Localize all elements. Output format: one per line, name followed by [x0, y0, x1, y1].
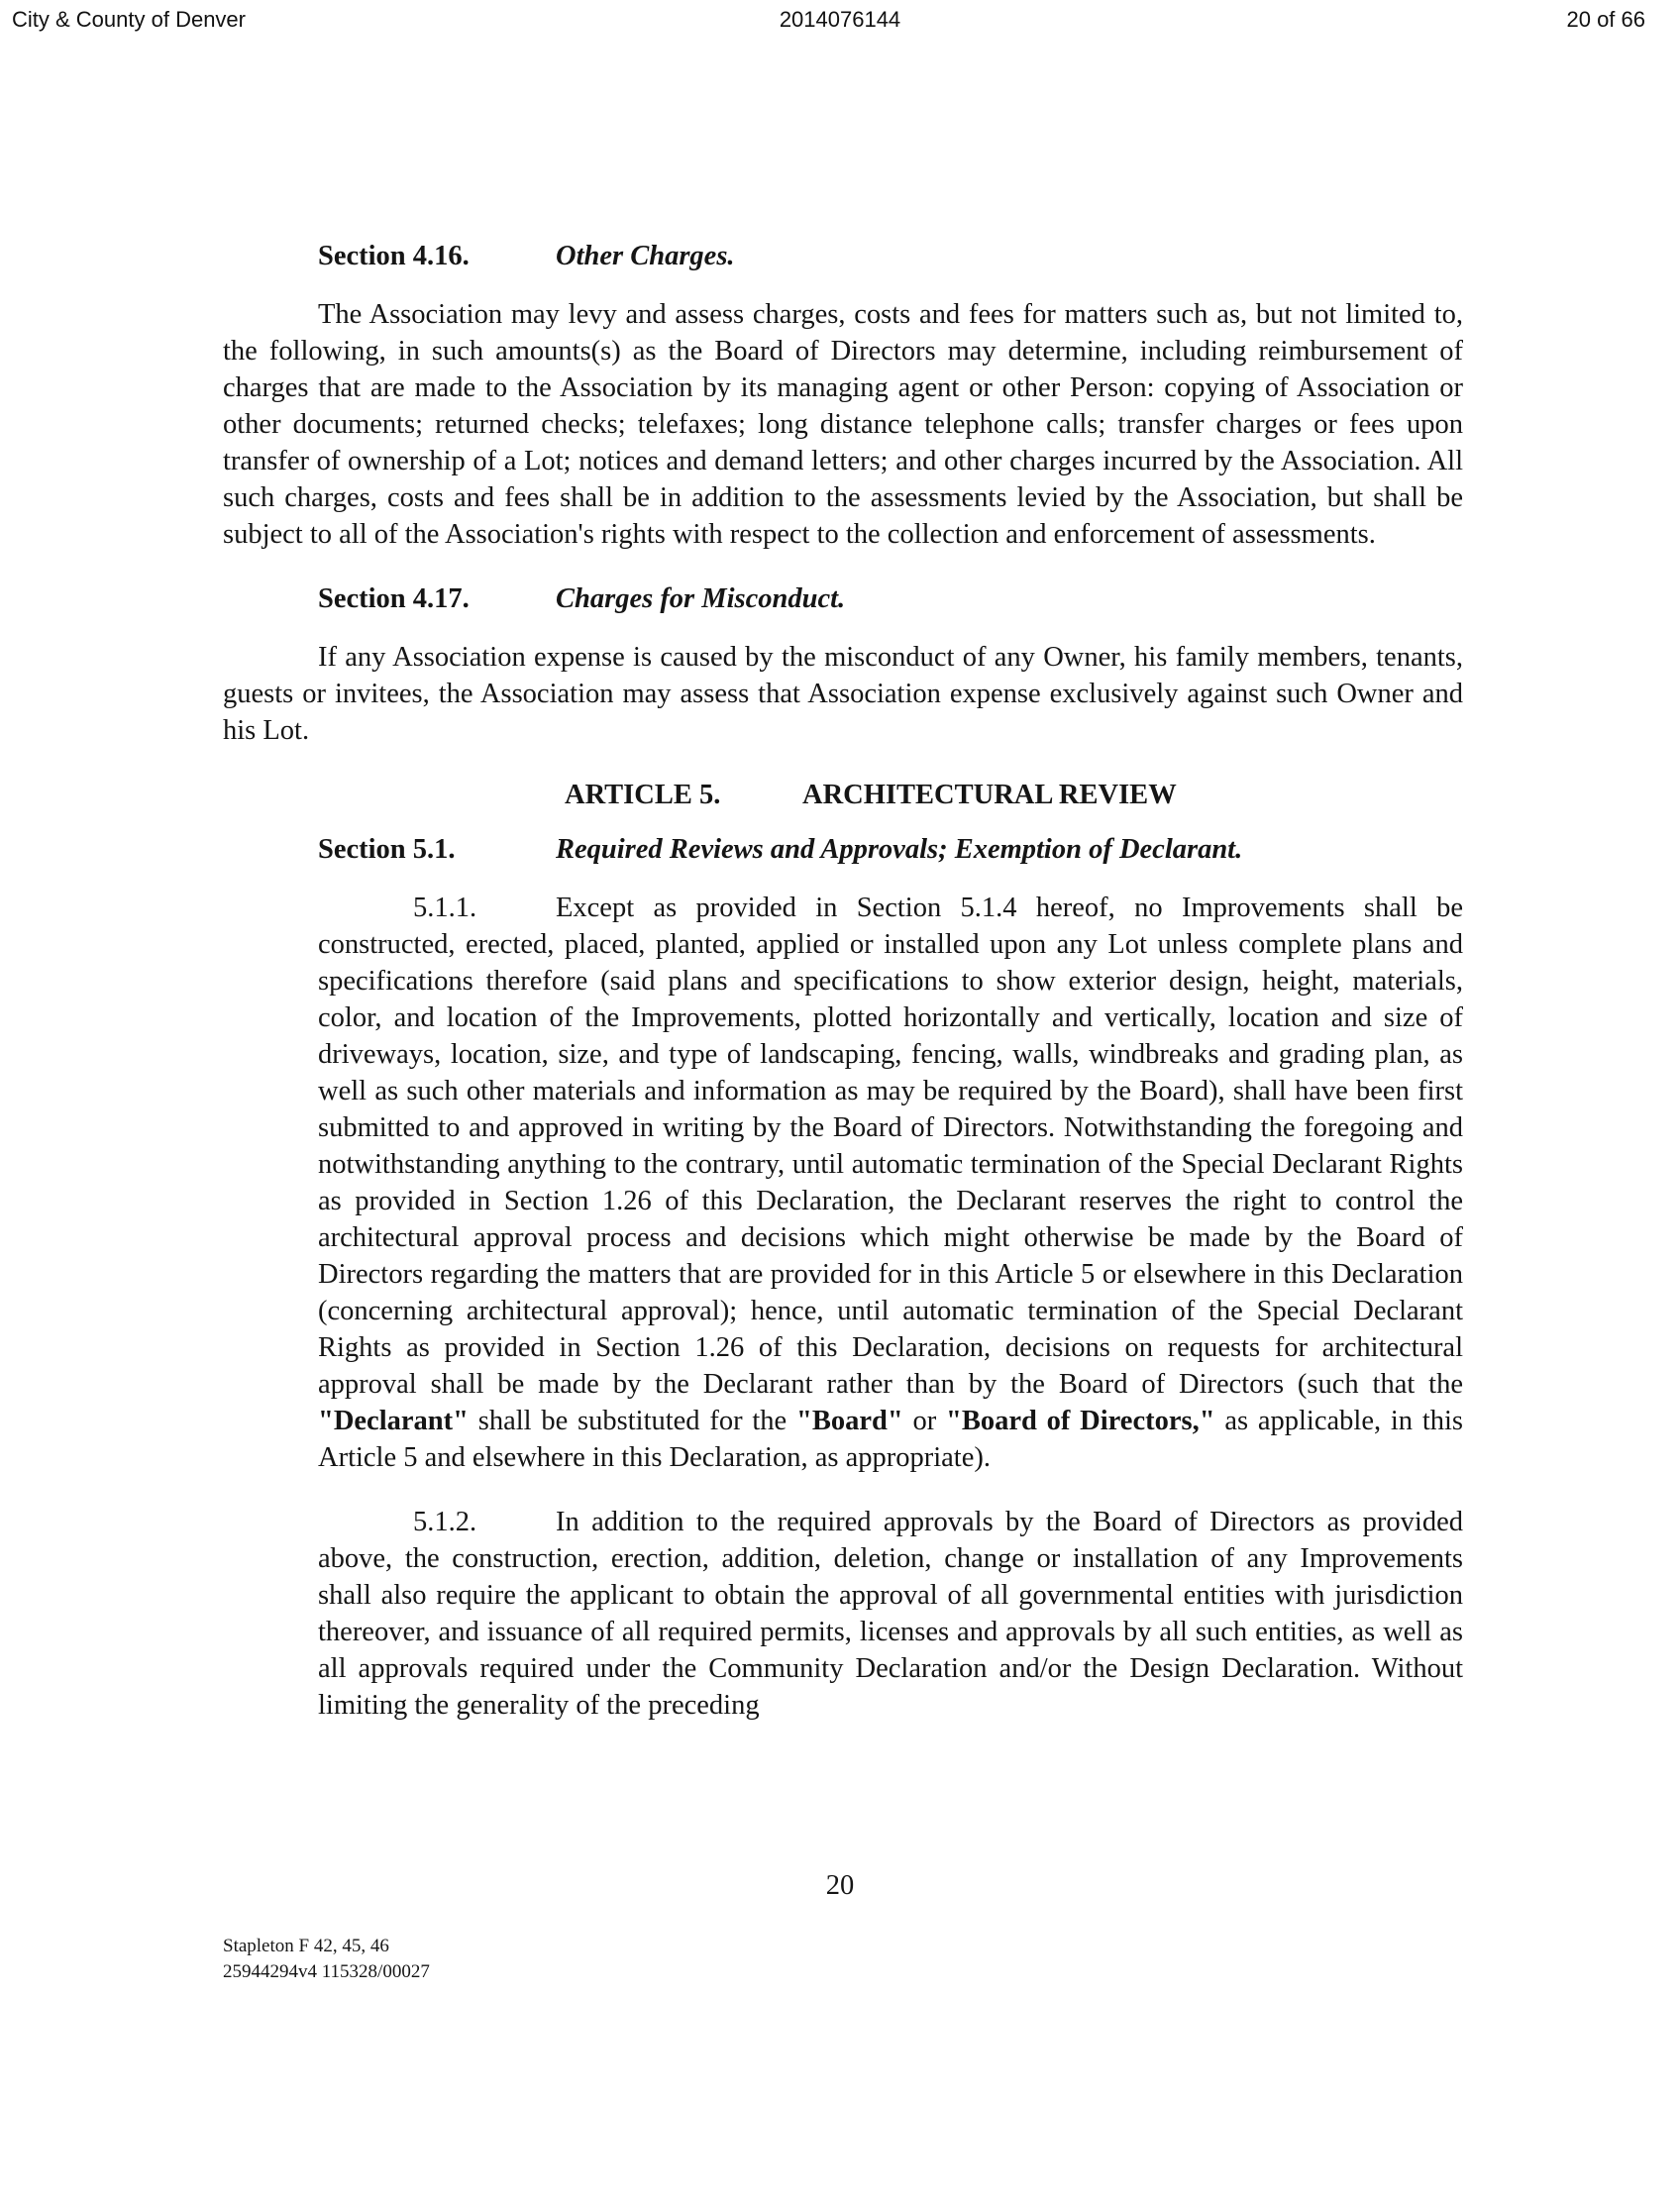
section-4-16-heading — [318, 238, 1463, 274]
subsection-number: 5.1.2. — [413, 1507, 477, 1537]
subsection-5-1-2 — [318, 1504, 1463, 1724]
section-number: Section 5.1. — [318, 834, 456, 865]
section-number: Section 4.16. — [318, 241, 470, 271]
section-4-16-body: The Association may levy and assess charges, costs and fees for matters such as, but not limited to, the following, in such amounts(s) as the Board of Directors may determine, including reimbursement of charges that are made to the Association by its managing agent or other Person: copying of Association or other documents; returned checks; telefaxes; long distance telephone calls; transfer charges or fees upon transfer of ownership of a Lot; notices and demand letters; and other charges incurred by the Association. All such charges, costs and fees shall be in addition to the assessments levied by the Association, but shall be subject to all of the Association's rights with respect to the collection and enforcement of assessments. — [223, 299, 1463, 550]
footer-line: 25944294v4 115328/00027 — [223, 1961, 430, 1982]
defined-term-declarant: "Declarant" — [318, 1406, 469, 1436]
section-title: Other Charges. — [556, 241, 735, 271]
page-number: 20 — [825, 1870, 855, 1901]
header-page-count: 20 of 66 — [1566, 7, 1645, 32]
section-title: Charges for Misconduct. — [556, 583, 846, 614]
section-4-17-body: If any Association expense is caused by the misconduct of any Owner, his family members, tenants, guests or invitees, the Association may assess that Association expense exclusively against such Owner and his Lot. — [223, 642, 1463, 746]
article-title: ARCHITECTURAL REVIEW — [802, 780, 1177, 810]
document-body — [223, 238, 1463, 1751]
page-header — [0, 5, 1680, 39]
subsection-number: 5.1.1. — [413, 893, 477, 923]
footer-line: Stapleton F 42, 45, 46 — [223, 1936, 389, 1956]
section-title: Required Reviews and Approvals; Exemption of Declarant. — [556, 834, 1243, 865]
section-number: Section 4.17. — [318, 583, 470, 614]
defined-term-board: "Board" — [796, 1406, 903, 1436]
header-jurisdiction: City & County of Denver — [12, 7, 246, 32]
subsection-text: shall be substituted for the — [477, 1406, 788, 1436]
subsection-text: or — [912, 1406, 937, 1436]
subsection-text: In addition to the required approvals by the Board of Directors as provided above, the construction, erection, addition, deletion, change or installation of any Improvements shall also require the applicant to obtain the approval of all governmental entities with jurisdiction thereover, and issuance of all required permits, licenses and approvals by all such entities, as well as all approvals required under the Community Declaration and/or the Design Declaration. Without limiting the generality of the preceding — [318, 1507, 1463, 1721]
subsection-5-1-1 — [318, 890, 1463, 1476]
subsection-text: Except as provided in Section 5.1.4 hereof, no Improvements shall be constructed, erected, placed, planted, applied or installed upon any Lot unless complete plans and specifications therefore (said plans and specifications to show exterior design, height, materials, color, and location of the Improvements, plotted horizontally and vertically, location and size of driveways, location, size, and type of landscaping, fencing, walls, windbreaks and grading plan, as well as such other materials and information as may be required by the Board), shall have been first submitted to and approved in writing by the Board of Directors. Notwithstanding the foregoing and notwithstanding anything to the contrary, until automatic termination of the Special Declarant Rights as provided in Section 1.26 of this Declaration, the Declarant reserves the right to control the architectural approval process and decisions which might otherwise be made by the Board of Directors regarding the matters that are provided for in this Article 5 or elsewhere in this Declaration (concerning architectural approval); hence, until automatic termination of the Special Declarant Rights as provided in Section 1.26 of this Declaration, decisions on requests for architectural approval shall be made by the Declarant rather than by the Board of Directors (such that the — [318, 893, 1463, 1400]
section-4-17-heading — [318, 580, 1463, 617]
defined-term-board-of-directors: "Board of Directors," — [946, 1406, 1215, 1436]
section-5-1-heading — [318, 831, 1463, 868]
subsection-text: as applicable, in this Article 5 and elsewhere in this Declaration, as appropriate). — [318, 1406, 1464, 1473]
article-number: ARTICLE 5. — [565, 780, 721, 810]
document-footer — [223, 1934, 430, 1985]
header-document-number: 2014076144 — [779, 7, 901, 32]
article-5-heading — [565, 777, 1463, 813]
